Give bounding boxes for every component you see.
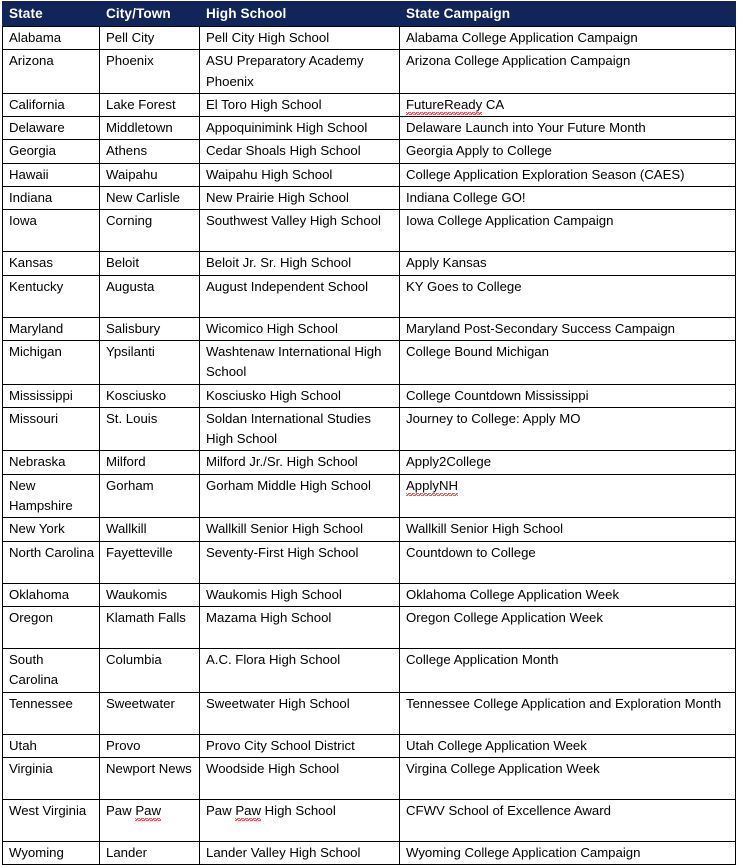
cell-campaign: Maryland Post-Secondary Success Campaign xyxy=(400,317,736,340)
table-row[interactable] xyxy=(3,252,736,275)
cell-city: Athens xyxy=(100,140,200,163)
table-row[interactable] xyxy=(3,187,736,210)
cell-school: New Prairie High School xyxy=(200,187,400,210)
cell-state: West Virginia xyxy=(3,799,100,841)
cell-state: South Carolina xyxy=(3,648,100,692)
cell-city: Phoenix xyxy=(100,50,200,94)
cell-city: Beloit xyxy=(100,252,200,275)
cell-school: Sweetwater High School xyxy=(200,692,400,734)
cell-school: Washtenaw International High School xyxy=(200,340,400,384)
cell-school: Waukomis High School xyxy=(200,583,400,606)
cell-city: Waipahu xyxy=(100,163,200,186)
table-row[interactable] xyxy=(3,117,736,140)
cell-campaign: Georgia Apply to College xyxy=(400,140,736,163)
cell-city: Salisbury xyxy=(100,317,200,340)
cell-campaign: Oregon College Application Week xyxy=(400,606,736,648)
cell-state: Nebraska xyxy=(3,451,100,474)
cell-city: Milford xyxy=(100,451,200,474)
cell-school: Paw Paw High School xyxy=(200,799,400,841)
cell-state: Tennessee xyxy=(3,692,100,734)
column-header-state[interactable]: State xyxy=(3,2,100,27)
cell-city: St. Louis xyxy=(100,407,200,451)
cell-school: Wallkill Senior High School xyxy=(200,518,400,541)
cell-campaign: Iowa College Application Campaign xyxy=(400,210,736,252)
table-row[interactable] xyxy=(3,692,736,734)
spellcheck-underline: ApplyNH xyxy=(406,478,458,496)
cell-school: Seventy-First High School xyxy=(200,541,400,583)
cell-city: Pell City xyxy=(100,27,200,50)
cell-city: Fayetteville xyxy=(100,541,200,583)
cell-state: Virginia xyxy=(3,757,100,799)
state-campaign-table xyxy=(2,1,736,865)
cell-city: Lander xyxy=(100,841,200,864)
table-row[interactable] xyxy=(3,606,736,648)
cell-campaign: CFWV School of Excellence Award xyxy=(400,799,736,841)
cell-state: Alabama xyxy=(3,27,100,50)
table-row[interactable] xyxy=(3,275,736,317)
table-row[interactable] xyxy=(3,340,736,384)
table-body xyxy=(3,27,736,865)
cell-campaign: College Countdown Mississippi xyxy=(400,384,736,407)
cell-city: Waukomis xyxy=(100,583,200,606)
table-row[interactable] xyxy=(3,407,736,451)
cell-school: Soldan International Studies High School xyxy=(200,407,400,451)
cell-city: Augusta xyxy=(100,275,200,317)
cell-campaign: FutureReady CA xyxy=(400,93,736,116)
table-row[interactable] xyxy=(3,734,736,757)
cell-campaign: College Application Month xyxy=(400,648,736,692)
cell-city: Wallkill xyxy=(100,518,200,541)
table-row[interactable] xyxy=(3,841,736,864)
cell-school: August Independent School xyxy=(200,275,400,317)
cell-city: Kosciusko xyxy=(100,384,200,407)
column-header-city[interactable]: City/Town xyxy=(100,2,200,27)
cell-school: Waipahu High School xyxy=(200,163,400,186)
table-row[interactable] xyxy=(3,451,736,474)
cell-city: Paw Paw xyxy=(100,799,200,841)
cell-campaign: Tennessee College Application and Exploration Month xyxy=(400,692,736,734)
cell-city: Klamath Falls xyxy=(100,606,200,648)
cell-campaign: Delaware Launch into Your Future Month xyxy=(400,117,736,140)
cell-campaign: Indiana College GO! xyxy=(400,187,736,210)
cell-campaign: Apply Kansas xyxy=(400,252,736,275)
cell-state: Georgia xyxy=(3,140,100,163)
cell-campaign: Utah College Application Week xyxy=(400,734,736,757)
cell-state: Iowa xyxy=(3,210,100,252)
cell-state: Delaware xyxy=(3,117,100,140)
cell-school: Cedar Shoals High School xyxy=(200,140,400,163)
cell-state: Arizona xyxy=(3,50,100,94)
cell-state: Michigan xyxy=(3,340,100,384)
cell-school: Provo City School District xyxy=(200,734,400,757)
cell-school: Gorham Middle High School xyxy=(200,474,400,518)
table-row[interactable] xyxy=(3,384,736,407)
cell-campaign: Countdown to College xyxy=(400,541,736,583)
cell-school: Lander Valley High School xyxy=(200,841,400,864)
cell-school: Mazama High School xyxy=(200,606,400,648)
spellcheck-underline: FutureReady xyxy=(406,97,482,115)
table-row[interactable] xyxy=(3,50,736,94)
cell-state: Kansas xyxy=(3,252,100,275)
table-row[interactable] xyxy=(3,317,736,340)
cell-state: Maryland xyxy=(3,317,100,340)
cell-campaign: Apply2College xyxy=(400,451,736,474)
cell-campaign: Wyoming College Application Campaign xyxy=(400,841,736,864)
cell-campaign: KY Goes to College xyxy=(400,275,736,317)
table-row[interactable] xyxy=(3,210,736,252)
cell-campaign: College Bound Michigan xyxy=(400,340,736,384)
cell-state: Utah xyxy=(3,734,100,757)
cell-school: Woodside High School xyxy=(200,757,400,799)
cell-state: North Carolina xyxy=(3,541,100,583)
table-row[interactable] xyxy=(3,583,736,606)
cell-campaign xyxy=(400,474,736,518)
table-row[interactable] xyxy=(3,93,736,116)
cell-city: Corning xyxy=(100,210,200,252)
table-row[interactable] xyxy=(3,799,736,841)
cell-campaign: Arizona College Application Campaign xyxy=(400,50,736,94)
cell-school: Wicomico High School xyxy=(200,317,400,340)
cell-school: Pell City High School xyxy=(200,27,400,50)
cell-state: Oklahoma xyxy=(3,583,100,606)
table-row[interactable] xyxy=(3,163,736,186)
cell-state: Missouri xyxy=(3,407,100,451)
table-row[interactable] xyxy=(3,27,736,50)
cell-school: Milford Jr./Sr. High School xyxy=(200,451,400,474)
table-row[interactable] xyxy=(3,518,736,541)
cell-school: Beloit Jr. Sr. High School xyxy=(200,252,400,275)
cell-state: Wyoming xyxy=(3,841,100,864)
spellcheck-underline: Paw xyxy=(135,803,161,821)
cell-school: Southwest Valley High School xyxy=(200,210,400,252)
cell-city: Ypsilanti xyxy=(100,340,200,384)
column-header-school[interactable]: High School xyxy=(200,2,400,27)
spellcheck-underline: Paw xyxy=(235,803,261,821)
cell-campaign: Alabama College Application Campaign xyxy=(400,27,736,50)
table-row[interactable] xyxy=(3,757,736,799)
cell-state: Mississippi xyxy=(3,384,100,407)
cell-state: Kentucky xyxy=(3,275,100,317)
table-row[interactable] xyxy=(3,140,736,163)
cell-campaign: Journey to College: Apply MO xyxy=(400,407,736,451)
cell-city: Sweetwater xyxy=(100,692,200,734)
cell-campaign: Oklahoma College Application Week xyxy=(400,583,736,606)
table-header xyxy=(3,2,736,27)
cell-state: Oregon xyxy=(3,606,100,648)
cell-state: New Hampshire xyxy=(3,474,100,518)
table-header-row xyxy=(3,2,736,27)
cell-campaign: College Application Exploration Season (CAES) xyxy=(400,163,736,186)
cell-state: Hawaii xyxy=(3,163,100,186)
cell-school: Appoquinimink High School xyxy=(200,117,400,140)
cell-state: California xyxy=(3,93,100,116)
cell-city: Provo xyxy=(100,734,200,757)
cell-school: ASU Preparatory Academy Phoenix xyxy=(200,50,400,94)
cell-school: A.C. Flora High School xyxy=(200,648,400,692)
table-row[interactable] xyxy=(3,541,736,583)
cell-state: New York xyxy=(3,518,100,541)
table-row[interactable] xyxy=(3,648,736,692)
cell-city: Middletown xyxy=(100,117,200,140)
cell-city: Gorham xyxy=(100,474,200,518)
table-row[interactable] xyxy=(3,474,736,518)
cell-campaign: Virgina College Application Week xyxy=(400,757,736,799)
cell-school: Kosciusko High School xyxy=(200,384,400,407)
cell-school: El Toro High School xyxy=(200,93,400,116)
cell-campaign: Wallkill Senior High School xyxy=(400,518,736,541)
cell-city: Columbia xyxy=(100,648,200,692)
column-header-campaign[interactable]: State Campaign xyxy=(400,2,736,27)
cell-city: New Carlisle xyxy=(100,187,200,210)
cell-state: Indiana xyxy=(3,187,100,210)
cell-city: Newport News xyxy=(100,757,200,799)
cell-city: Lake Forest xyxy=(100,93,200,116)
table-container xyxy=(0,1,739,860)
